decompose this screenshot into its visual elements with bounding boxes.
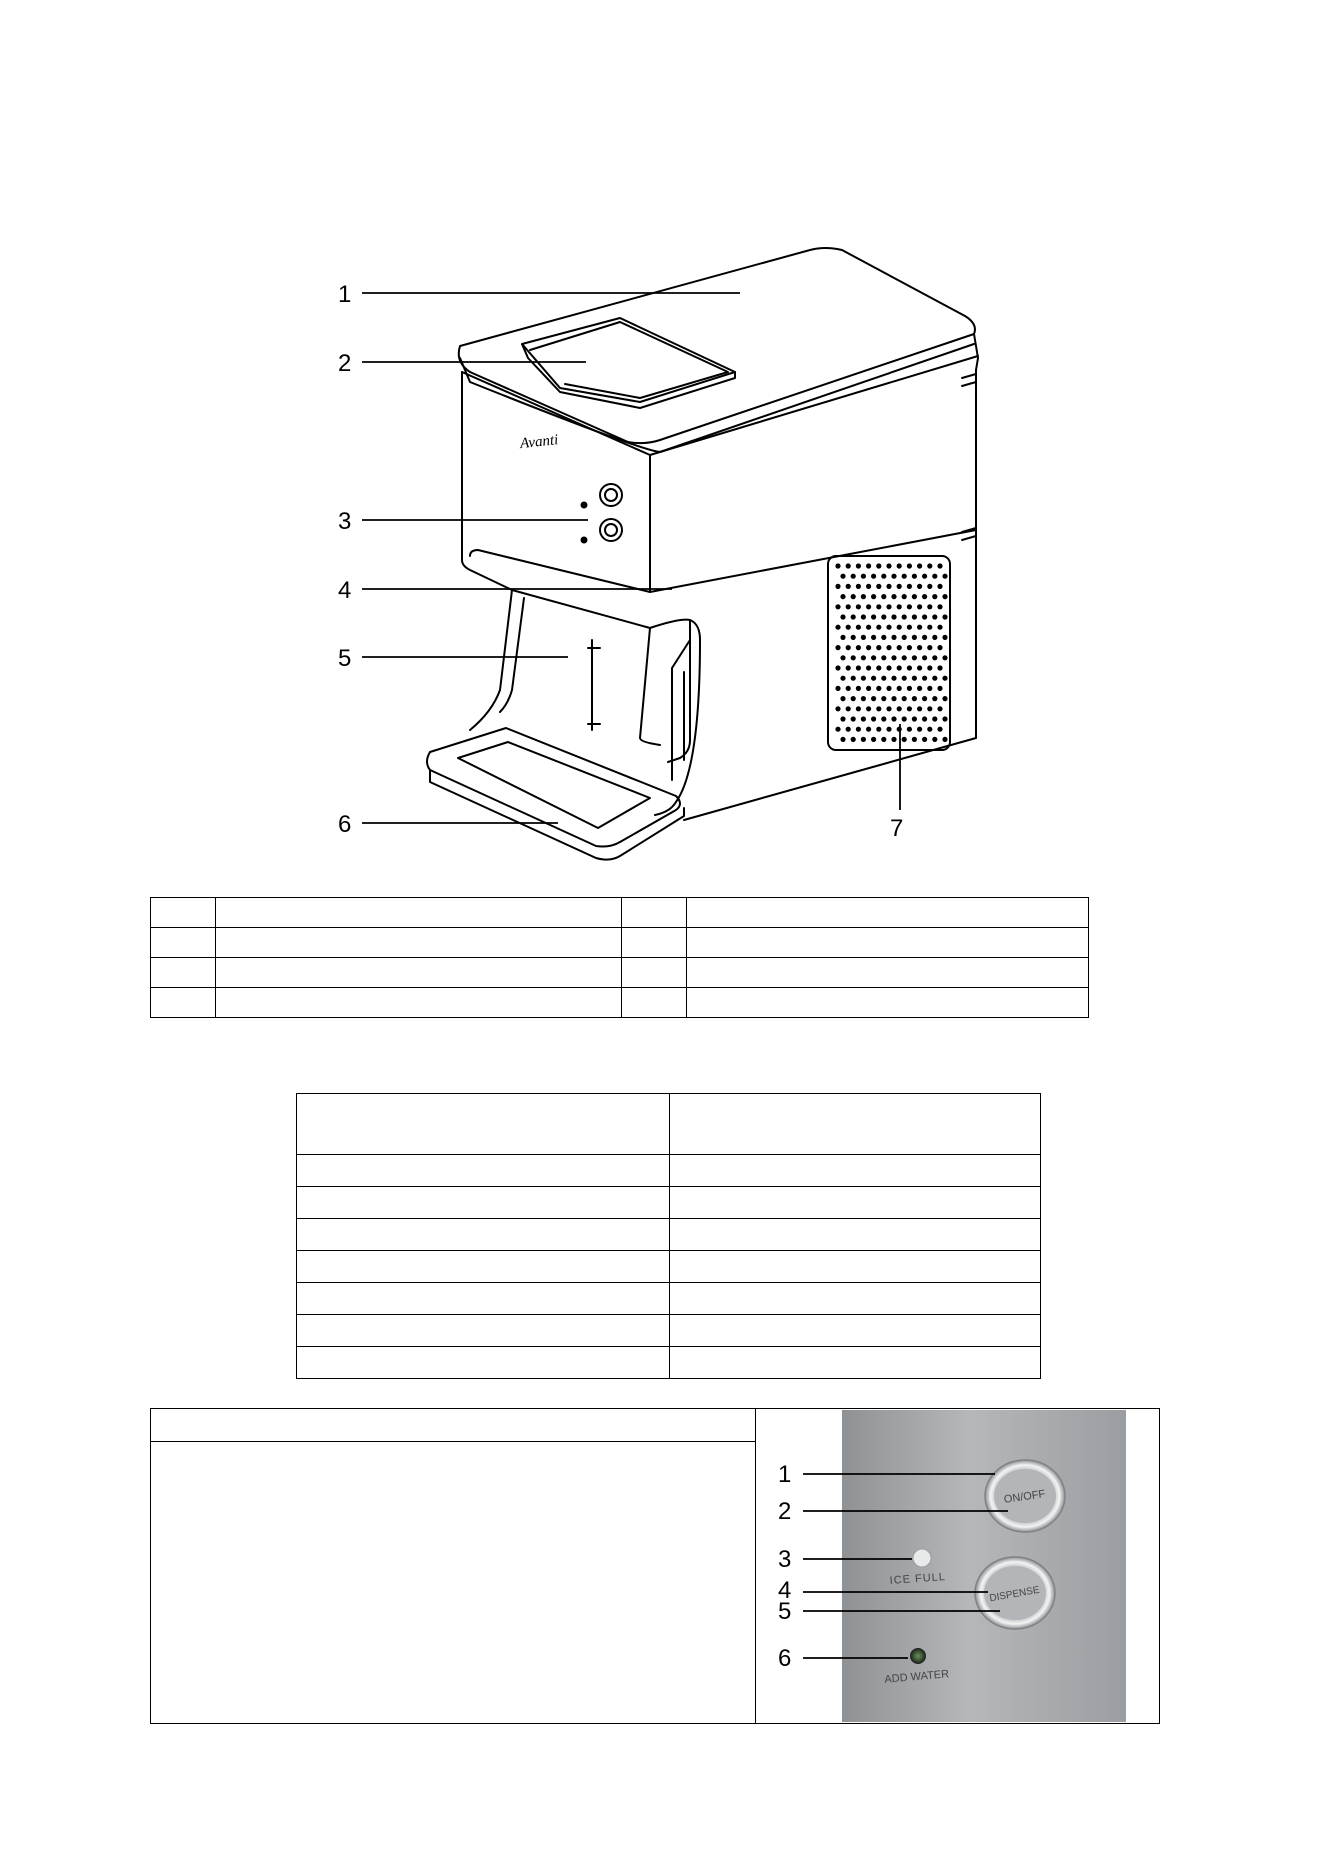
callout-5: 5	[338, 645, 352, 672]
on-off-button-diagram	[600, 484, 622, 506]
panel-callout-1: 1	[778, 1461, 792, 1488]
table-header-row	[297, 1094, 1041, 1155]
table-row	[297, 1315, 1041, 1347]
vent-grille-holes	[835, 563, 947, 742]
parts-table	[150, 897, 1089, 1018]
table-row	[297, 1155, 1041, 1187]
on-off-button[interactable]	[985, 1460, 1065, 1532]
table-row	[297, 1187, 1041, 1219]
ice-maker-diagram	[0, 0, 1324, 880]
dispense-button-label: DISPENSE	[988, 1584, 1041, 1605]
panel-callout-6: 6	[778, 1645, 792, 1672]
callout-1: 1	[338, 281, 352, 308]
panel-callout-4: 4	[778, 1577, 792, 1604]
callout-7: 7	[890, 815, 904, 842]
panel-callout-5: 5	[778, 1598, 792, 1625]
drip-tray	[427, 728, 680, 847]
add-water-led	[911, 1649, 926, 1664]
control-panel-photo	[690, 1408, 1127, 1724]
table-row	[151, 898, 1089, 928]
table-row	[297, 1283, 1041, 1315]
lid-outline	[459, 248, 975, 443]
specifications-table	[296, 1093, 1041, 1379]
callout-6: 6	[338, 811, 352, 838]
brand-logo: Avanti	[519, 432, 560, 453]
table-row	[297, 1251, 1041, 1283]
ice-full-led	[913, 1549, 931, 1567]
panel-callout-3: 3	[778, 1546, 792, 1573]
ice-full-label: ICE FULL	[889, 1571, 947, 1587]
table-row	[297, 1219, 1041, 1251]
table-row	[151, 958, 1089, 988]
panel-callout-2: 2	[778, 1498, 792, 1525]
add-water-label: ADD WATER	[883, 1668, 950, 1686]
control-panel-description-header	[151, 1409, 755, 1442]
table-row	[151, 988, 1089, 1018]
on-off-button-label: ON/OFF	[1003, 1488, 1046, 1506]
table-row	[151, 928, 1089, 958]
control-panel-description	[151, 1409, 756, 1723]
callout-3: 3	[338, 508, 352, 535]
dispense-button-diagram	[600, 519, 622, 541]
callout-4: 4	[338, 577, 352, 604]
dispense-button[interactable]	[975, 1557, 1055, 1629]
table-row	[297, 1347, 1041, 1379]
callout-2: 2	[338, 350, 352, 377]
